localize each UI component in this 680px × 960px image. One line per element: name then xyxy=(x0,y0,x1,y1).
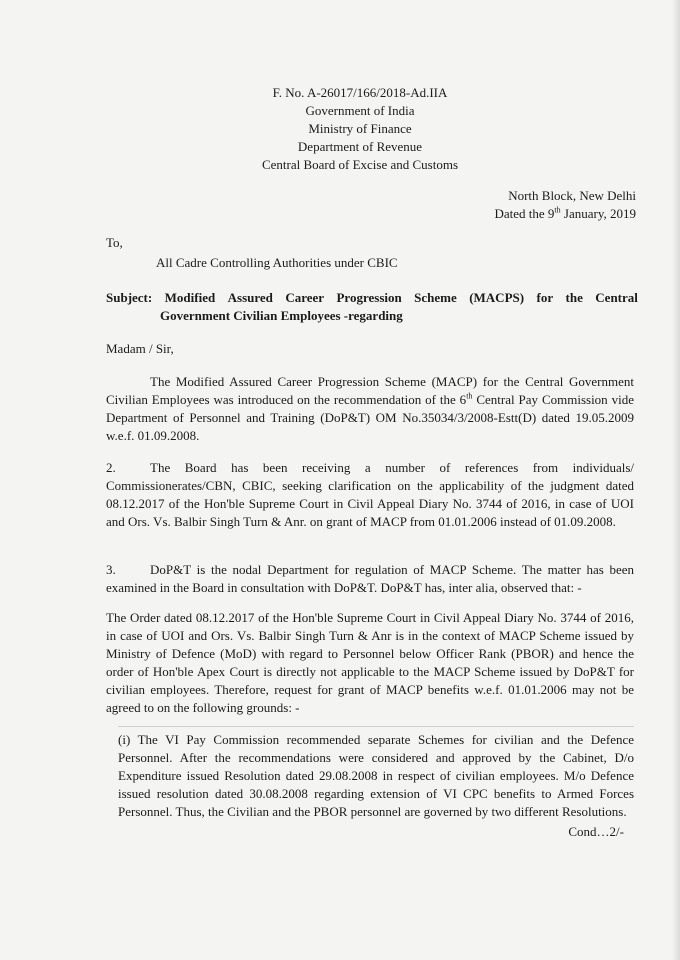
subject-word: Central xyxy=(595,290,638,305)
to-label: To, xyxy=(106,235,123,250)
department-line: Department of Revenue xyxy=(297,139,423,154)
paragraph-2-text: The Board has been receiving a number of references from individuals/ Commissionerates/CBN, CBIC, seeking clarification on the applicability of the judgment dated 08.12.2017 of the Hon'ble Supreme Court in Civil Appeal Diary No. 3744 of 2016, in case of UOI and Ors. Vs. Balbir Singh Turn & Anr. on grant of MACP from 01.01.2006 instead of 01.09.2008. xyxy=(106,460,634,529)
subject-word: Career xyxy=(285,290,325,305)
date-prefix: Dated the 9 xyxy=(494,206,555,221)
location: North Block, New Delhi xyxy=(508,188,636,203)
subject-word: the xyxy=(565,290,583,305)
board-line: Central Board of Excise and Customs xyxy=(261,157,459,172)
paragraph-1-text-cont: Central Pay Commission vide Department of Personnel and Training (DoP&T) OM No.35034/3/2008-Estt(D) dated 19.05.2009 w.e.f. 01.09.2008. xyxy=(106,392,634,443)
paragraph-3 xyxy=(106,561,634,597)
paragraph-number: 2. xyxy=(106,460,116,475)
government-line: Government of India xyxy=(305,103,415,118)
paragraph-3-text: DoP&T is the nodal Department for regulation of MACP Scheme. The matter has been examined in the Board in consultation with DoP&T. DoP&T has, inter alia, observed that: - xyxy=(106,562,634,595)
paragraph-4: The Order dated 08.12.2017 of the Hon'ble Supreme Court in Civil Appeal Diary No. 3744 of 2016, in case of UOI and Ors. Vs. Balbir Singh Turn & Anr is in the context of MACP Scheme issued by Ministry of Defence (MoD) with regard to Personnel below Officer Rank (PBOR) and hence the order of Hon'ble Apex Court is directly not applicable to the MACP Scheme issued by DoP&T for civilian employees. Therefore, request for grant of MACP benefits w.e.f. 01.01.2006 may not be agreed to on the following grounds: - xyxy=(106,610,634,715)
place-and-date xyxy=(495,187,637,223)
date-superscript: th xyxy=(554,205,561,215)
subject-line-2: Government Civilian Employees -regarding xyxy=(160,308,403,323)
subject-word: (MACPS) xyxy=(469,290,525,305)
paragraph-1-superscript: th xyxy=(466,391,473,401)
subject-word: Scheme xyxy=(414,290,457,305)
ground-i: (i) The VI Pay Commission recommended separate Schemes for civilian and the Defence Personnel. After the recommendations were considered and approved by the Cabinet, D/o Expenditure issued Resolution dated 29.08.2008 in respect of civilian employees. M/o Defence issued resolution dated 30.08.2008 regarding extension of VI CPC benefits to Armed Forces Personnel. Thus, the Civilian and the PBOR personnel are governed by two different Resolutions. xyxy=(118,726,634,821)
subject-block xyxy=(106,289,638,325)
paragraph-2 xyxy=(106,459,634,531)
salutation: Madam / Sir, xyxy=(106,341,174,356)
addressee: All Cadre Controlling Authorities under CBIC xyxy=(156,255,398,270)
paragraph-number: 3. xyxy=(106,562,116,577)
subject-line-1 xyxy=(106,289,638,307)
paragraph-1-text: The Modified Assured Career Progression Scheme (MACP) for the Central Government Civilian Employees was introduced on the recommendation of the 6 xyxy=(106,374,634,407)
subject-word: Progression xyxy=(336,290,402,305)
scan-edge-shadow xyxy=(672,0,680,960)
subject-word: for xyxy=(536,290,554,305)
subject-word: Assured xyxy=(227,290,273,305)
subject-label: Subject: xyxy=(106,290,153,305)
date-suffix: January, 2019 xyxy=(560,206,636,221)
paragraph-1 xyxy=(106,373,634,445)
subject-word: Modified xyxy=(164,290,216,305)
ministry-line: Ministry of Finance xyxy=(308,121,412,136)
date-line xyxy=(495,205,637,223)
letterhead xyxy=(200,84,520,174)
continuation-marker: Cond…2/- xyxy=(568,824,624,839)
file-number: F. No. A-26017/166/2018-Ad.IIA xyxy=(272,85,448,100)
